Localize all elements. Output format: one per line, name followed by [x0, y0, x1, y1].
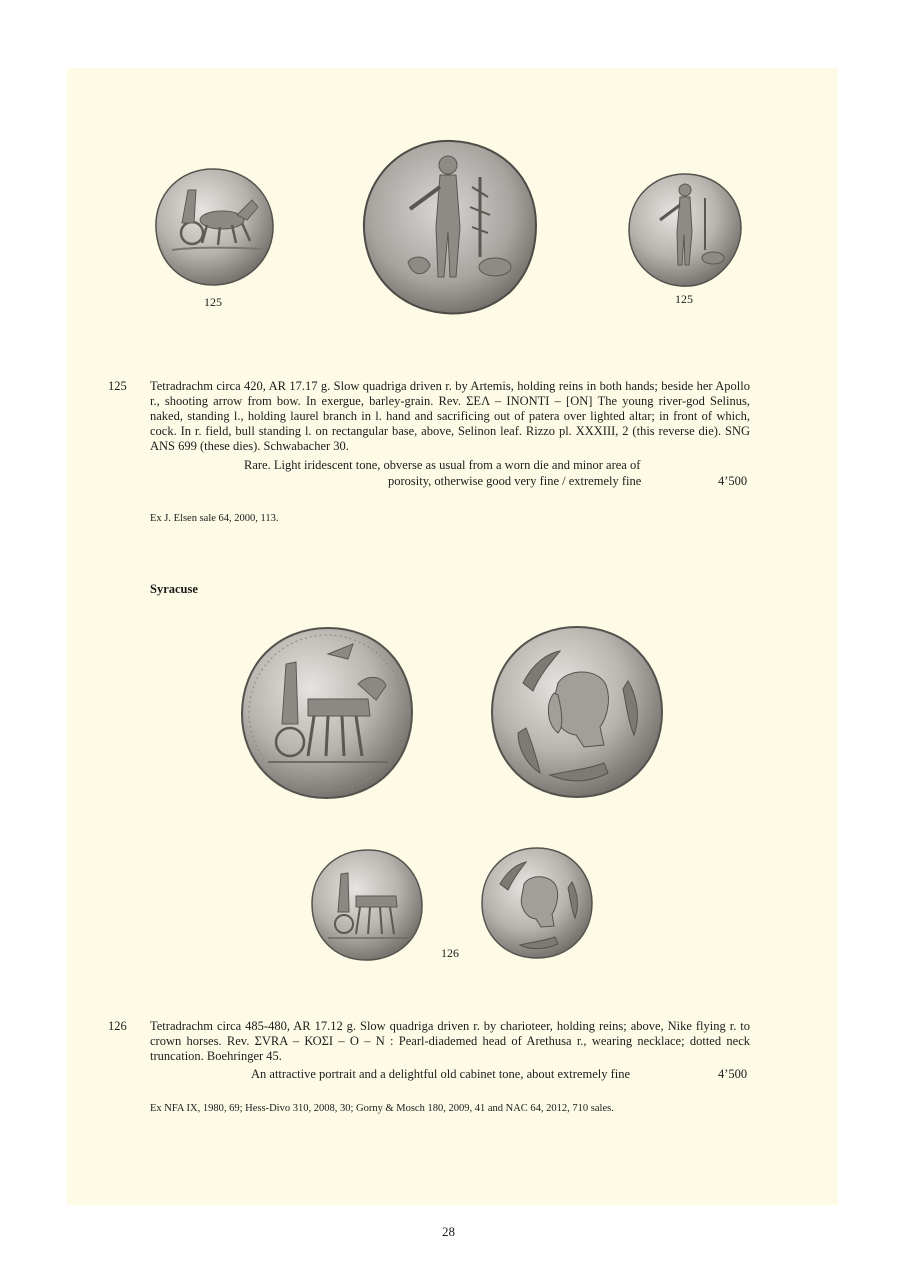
lot-126-number: 126 — [108, 1019, 127, 1033]
lot-126-image-label: 126 — [441, 946, 459, 960]
lot-126-condition-line-1: An attractive portrait and a delightful old cabinet tone, about extremely fine — [251, 1067, 631, 1081]
lot-125-image-label-left: 125 — [204, 295, 222, 309]
lot-125-description-text: Tetradrachm circa 420, AR 17.17 g. Slow quadriga driven r. by Artemis, holding reins in both hands; beside her Apollo r., shooting arrow from bow. In exergue, barley-grain. Rev. ΣΕΛ – ΙΝΟΝΤΙ – [ΟΝ] The young river-god Selinus, naked, standing l., holding laurel branch in l. hand and sacrificing out of patera over lighted altar; in front of which, cock. In r. field, bull standing l. on rectangular base, above, Selinon leaf. Rizzo pl. XXXIII, 2 (this reverse die). SNG ANS 699 (these dies). Schwabacher 30. — [150, 379, 750, 453]
lot-126-reverse-small-image — [478, 844, 596, 962]
lot-125-reverse-large-image — [360, 137, 540, 317]
lot-126-description-text: Tetradrachm circa 485-480, AR 17.12 g. Slow quadriga driven r. by charioteer, holding reins; above, Nike flying r. to crown horses. Rev. ΣVRA – ΚΟΣΙ – Ο – Ν : Pearl-diademed head of Arethusa r., wearing necklace; dotted neck truncation. Boehringer 45. — [150, 1019, 750, 1063]
lot-126-reverse-large-image — [488, 623, 666, 801]
lot-125-reverse-small-image — [625, 170, 745, 290]
lot-125-condition-line-1: Rare. Light iridescent tone, obverse as usual from a worn die and minor area of — [244, 458, 641, 472]
lot-125-provenance: Ex J. Elsen sale 64, 2000, 113. — [150, 513, 279, 524]
lot-125-price: 4’500 — [718, 474, 748, 488]
lot-126-description — [150, 1019, 750, 1064]
section-title-syracuse: Syracuse — [150, 582, 198, 596]
lot-126-provenance: Ex NFA IX, 1980, 69; Hess-Divo 310, 2008, 30; Gorny & Mosch 180, 2009, 41 and NAC 64, 2012, 710 sales. — [150, 1103, 614, 1114]
lot-125-obverse-image — [152, 165, 276, 289]
lot-125-number: 125 — [108, 379, 127, 393]
lot-126-obverse-small-image — [308, 846, 426, 964]
lot-125-image-label-right: 125 — [675, 292, 693, 306]
page-number: 28 — [442, 1224, 455, 1239]
lot-126-price: 4’500 — [718, 1067, 748, 1081]
lot-125-condition-line-2: porosity, otherwise good very fine / extremely fine — [388, 474, 642, 488]
lot-126-obverse-large-image — [238, 624, 416, 802]
lot-125-description — [150, 379, 750, 454]
